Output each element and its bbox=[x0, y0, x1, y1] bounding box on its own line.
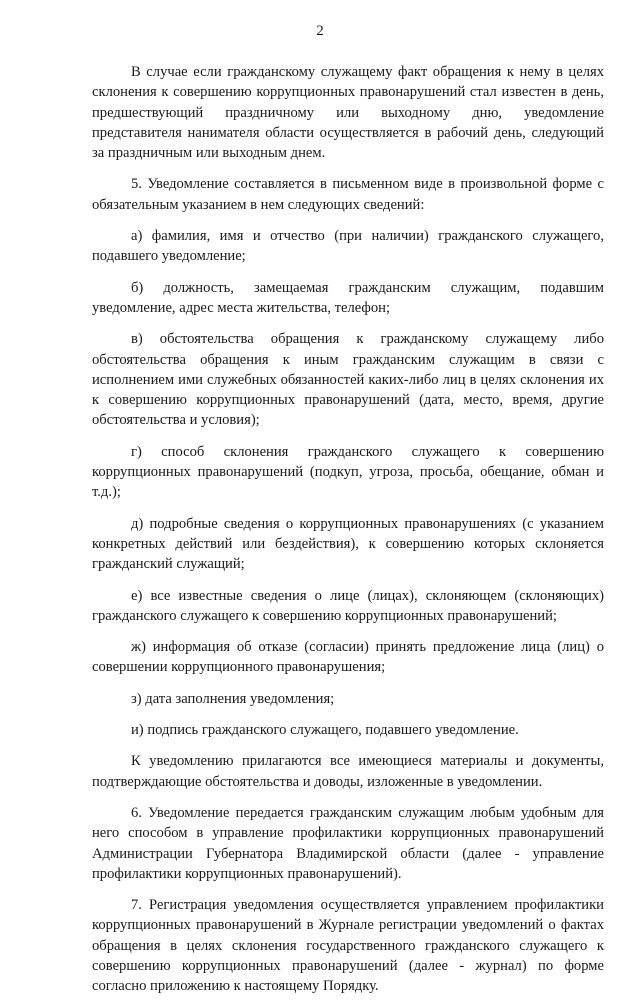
document-body bbox=[92, 62, 604, 1008]
list-item-b: б) должность, замещаемая гражданским служащим, подавшим уведомление, адрес места жительства, телефон; bbox=[92, 279, 604, 316]
list-item-e: е) все известные сведения о лице (лицах), склоняющем (склоняющих) гражданского служащего к совершению коррупционных правонарушений; bbox=[92, 587, 604, 624]
list-item-z: з) дата заполнения уведомления; bbox=[131, 690, 335, 707]
paragraph-item-5: 5. Уведомление составляется в письменном виде в произвольной форме с обязательным указанием в нем следующих сведений: bbox=[92, 176, 604, 213]
paragraph-item-7: 7. Регистрация уведомления осуществляется управлением профилактики коррупционных правонарушений в Журнале регистрации уведомлений о фактах обращения в целях склонения государственного гражданского служащего к совершению коррупционных правонарушений (далее - журнал) по форме согласно приложению к настоящему Порядку. bbox=[92, 897, 604, 995]
page-number: 2 bbox=[316, 23, 324, 39]
list-item-v: в) обстоятельства обращения к гражданскому служащему либо обстоятельства обращения к иным гражданским служащим в связи с исполнением ими служебных обязанностей каких-либо лиц в целях склонения их к совершению коррупционных правонарушений (дата, место, время, другие обстоятельства и условия); bbox=[92, 331, 604, 429]
list-item-a: а) фамилия, имя и отчество (при наличии) гражданского служащего, подавшего уведомление; bbox=[92, 228, 604, 265]
list-item-g: г) способ склонения гражданского служащего к совершению коррупционных правонарушений (подкуп, угроза, просьба, обещание, обман и т.д.); bbox=[92, 443, 604, 501]
list-item-i: и) подпись гражданского служащего, подавшего уведомление. bbox=[131, 722, 519, 739]
paragraph-attachments: К уведомлению прилагаются все имеющиеся материалы и документы, подтверждающие обстоятельства и доводы, изложенные в уведомлении. bbox=[92, 753, 604, 790]
list-item-zh: ж) информация об отказе (согласии) принять предложение лица (лиц) о совершении коррупционного правонарушения; bbox=[92, 639, 604, 676]
paragraph-holiday-notice: В случае если гражданскому служащему факт обращения к нему в целях склонения к совершению коррупционных правонарушений стал известен в день, предшествующий праздничному или выходному дню, уведомление представителя нанимателя области осуществляется в рабочий день, следующий за праздничным или выходным днем. bbox=[92, 64, 604, 162]
paragraph-item-6: 6. Уведомление передается гражданским служащим любым удобным для него способом в управление профилактики коррупционных правонарушений Администрации Губернатора Владимирской области (далее - управление профилактики коррупционных правонарушений). bbox=[92, 804, 604, 882]
list-item-d: д) подробные сведения о коррупционных правонарушениях (с указанием конкретных действий или бездействия), к совершению которых склоняется гражданский служащий; bbox=[92, 515, 604, 573]
